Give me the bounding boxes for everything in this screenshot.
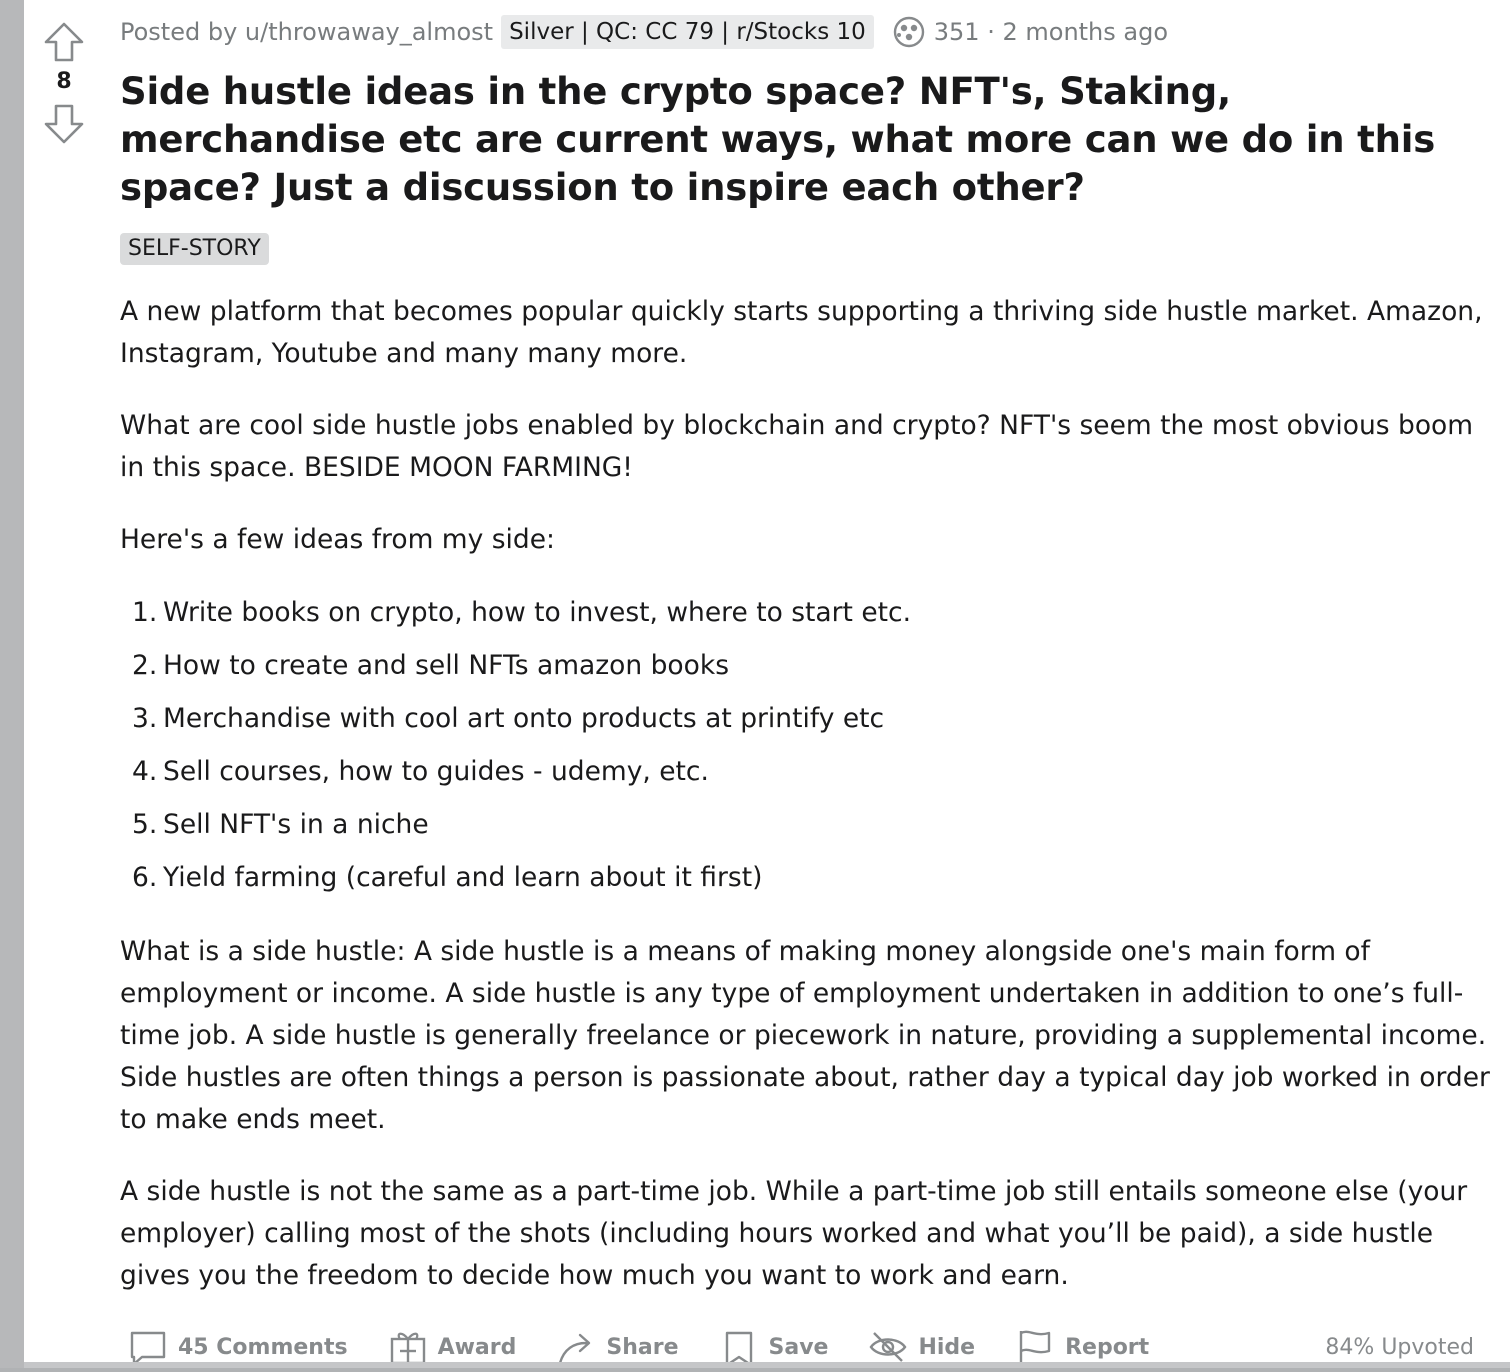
flag-icon [1015, 1327, 1055, 1367]
award-label: Award [437, 1334, 517, 1360]
karma-count: 351 [933, 18, 980, 46]
karma-icon [892, 15, 926, 49]
comment-icon [128, 1327, 168, 1367]
body-paragraph: A side hustle is not the same as a part-time job. While a part-time job still entails someone else (your employer) calling most of the shots (including hours worked and what you’ll be paid), a side hustle gives you the freedom to decide how much you want to work and earn. [120, 1176, 1468, 1291]
share-button[interactable] [556, 1327, 678, 1367]
report-button[interactable] [1015, 1327, 1149, 1367]
hide-label: Hide [918, 1334, 976, 1360]
award-button[interactable] [388, 1327, 517, 1367]
save-button[interactable] [719, 1327, 829, 1367]
post-time: · 2 months ago [987, 18, 1169, 46]
post-body [120, 291, 1490, 1297]
list-item: 3. Merchandise with cool art onto products at printify etc [132, 703, 885, 734]
upvote-ratio: 84% Upvoted [1325, 1334, 1474, 1360]
post-card [24, 0, 1510, 1368]
eye-slash-icon [868, 1327, 908, 1367]
list-item: 5. Sell NFT's in a niche [132, 809, 429, 840]
ideas-list [132, 587, 1490, 905]
post-title: Side hustle ideas in the crypto space? NFT's, Staking, merchandise etc are current ways, what more can we do in this space? Just a discussion to inspire each other? [120, 70, 1436, 209]
author-link[interactable]: Posted by u/throwaway_almost [120, 18, 494, 46]
bookmark-icon [719, 1327, 759, 1367]
list-item: 4. Sell courses, how to guides - udemy, etc. [132, 756, 709, 787]
body-paragraph: A new platform that becomes popular quickly starts supporting a thriving side hustle market. Amazon, Instagram, Youtube and many many more. [120, 296, 1483, 369]
user-flair: Silver | QC: CC 79 | r/Stocks 10 [501, 15, 874, 49]
list-item: 1. Write books on crypto, how to invest, where to start etc. [132, 597, 912, 628]
post-flair[interactable]: SELF-STORY [120, 233, 269, 265]
list-item: 6. Yield farming (careful and learn about it first) [132, 862, 763, 893]
body-paragraph: What is a side hustle: A side hustle is a means of making money alongside one's main form of employment or income. A side hustle is any type of employment undertaken in addition to one’s full-time job. A side hustle is generally freelance or piecework in nature, providing a supplemental income. Side hustles are often things a person is passionate about, rather day a typical day job worked in order to make ends meet. [120, 936, 1490, 1135]
report-label: Report [1065, 1334, 1150, 1360]
save-label: Save [768, 1334, 829, 1360]
vote-count: 8 [56, 69, 72, 94]
share-arrow-icon [556, 1327, 596, 1367]
gift-icon [388, 1327, 428, 1367]
list-item: 2. How to create and sell NFTs amazon books [132, 650, 730, 681]
arrow-down-icon[interactable] [42, 102, 86, 146]
share-label: Share [606, 1334, 679, 1360]
hide-button[interactable] [868, 1327, 975, 1367]
page-edge [0, 0, 24, 1368]
body-paragraph: Here's a few ideas from my side: [120, 524, 555, 555]
post-content [120, 0, 1490, 1327]
post-meta [120, 0, 1490, 64]
comments-label: 45 Comments [178, 1334, 348, 1360]
post-action-bar [128, 1322, 1474, 1372]
comments-button[interactable] [128, 1327, 348, 1367]
vote-column [24, 0, 104, 146]
body-paragraph: What are cool side hustle jobs enabled by blockchain and crypto? NFT's seem the most obvious boom in this space. BESIDE MOON FARMING! [120, 410, 1474, 483]
arrow-up-icon[interactable] [42, 20, 86, 64]
